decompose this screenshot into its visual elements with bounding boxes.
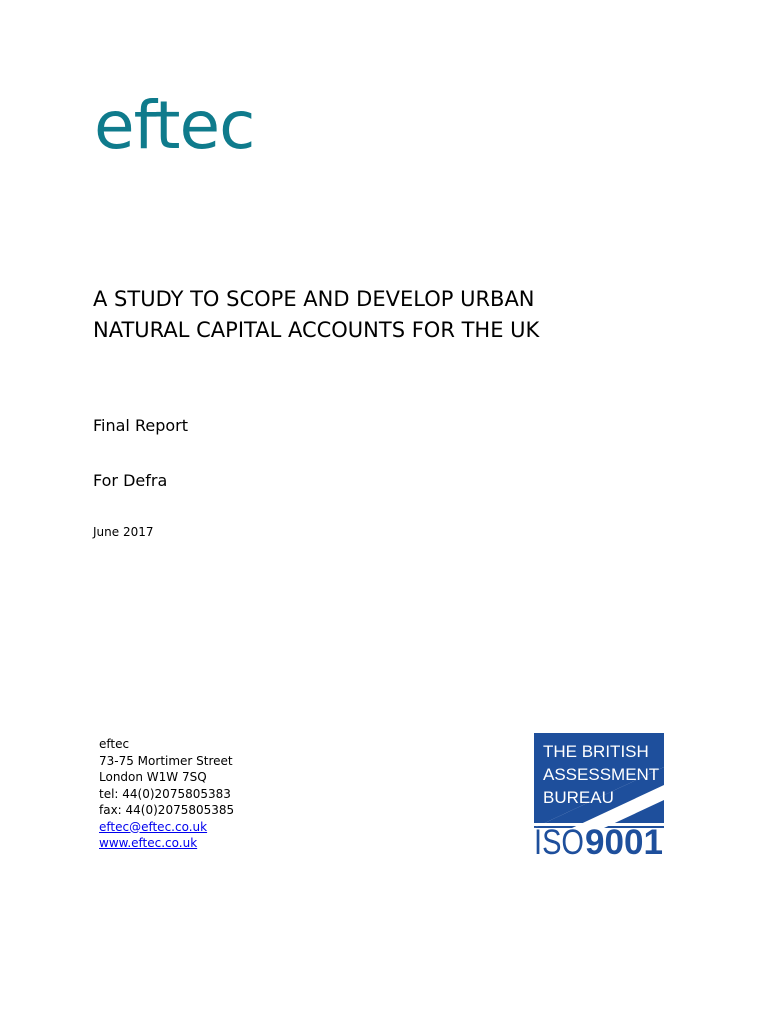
report-client: For Defra (93, 471, 168, 490)
contact-city: London W1W 7SQ (99, 770, 207, 784)
contact-fax: fax: 44(0)2075805385 (99, 803, 235, 817)
badge-text-line-3: BUREAU (543, 788, 614, 807)
contact-telephone: tel: 44(0)2075805383 (99, 786, 231, 801)
iso-9001-certification-badge (534, 733, 664, 859)
contact-name: eftec (99, 737, 130, 751)
contact-email-link[interactable]: eftec@eftec.co.uk (99, 819, 208, 834)
report-title (93, 284, 693, 346)
report-title-line-1: A STUDY TO SCOPE AND DEVELOP URBAN (93, 287, 535, 311)
contact-website-link[interactable]: www.eftec.co.uk (99, 836, 198, 850)
badge-iso-number: 9001 (585, 823, 663, 859)
report-type: Final Report (93, 416, 188, 435)
eftec-logo: eftec (94, 87, 255, 164)
badge-text-line-2: ASSESSMENT (543, 765, 660, 784)
report-date: June 2017 (93, 525, 154, 539)
contact-address (99, 736, 234, 852)
contact-street: 73-75 Mortimer Street (99, 753, 233, 768)
badge-text-line-1: THE BRITISH (543, 742, 649, 761)
report-title-line-2: NATURAL CAPITAL ACCOUNTS FOR THE UK (93, 318, 540, 342)
badge-iso-prefix: ISO (534, 823, 584, 859)
